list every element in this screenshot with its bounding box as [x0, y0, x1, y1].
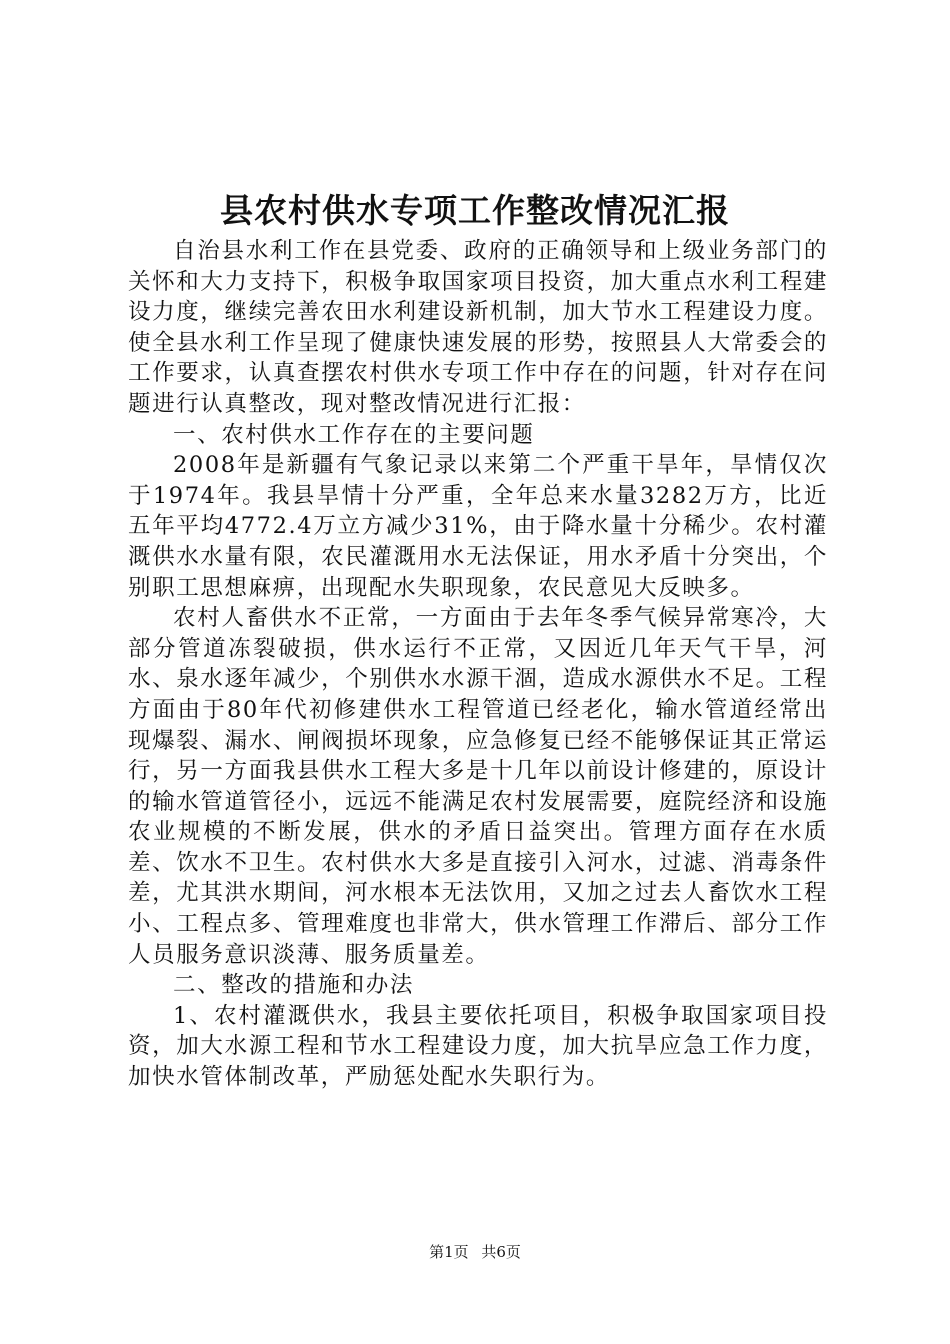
body-paragraph: 2008年是新疆有气象记录以来第二个严重干旱年，旱情仅次于1974年。我县旱情十分严重，全年总来水量3282万方，比近五年平均4772.4万立方减少31%，由于降水量十分稀少。农村灌溉供水水量有限，农民灌溉用水无法保证，用水矛盾十分突出，个别职工思想麻痹，出现配水失职现象，农民意见大反映多。	[128, 452, 828, 601]
body-paragraph: 1、农村灌溉供水，我县主要依托项目，积极争取国家项目投资，加大水源工程和节水工程建设力度，加大抗旱应急工作力度，加快水管体制改革，严励惩处配水失职行为。	[128, 1002, 828, 1091]
page-footer	[0, 1241, 950, 1262]
body-paragraph: 农村人畜供水不正常，一方面由于去年冬季气候异常寒冷，大部分管道冻裂破损，供水运行不正常，又因近几年天气干旱，河水、泉水逐年减少，个别供水水源干涸，造成水源供水不足。工程方面由于80年代初修建供水工程管道已经老化，输水管道经常出现爆裂、漏水、闸阀损坏现象，应急修复已经不能够保证其正常运行，另一方面我县供水工程大多是十几年以前设计修建的，原设计的输水管道管径小，远远不能满足农村发展需要，庭院经济和设施农业规模的不断发展，供水的矛盾日益突出。管理方面存在水质差、饮水不卫生。农村供水大多是直接引入河水，过滤、消毒条件差，尤其洪水期间，河水根本无法饮用，又加之过去人畜饮水工程小、工程点多、管理难度也非常大，供水管理工作滞后、部分工作人员服务意识淡薄、服务质量差。	[128, 605, 828, 968]
document-body	[128, 236, 828, 1093]
section-heading-2: 二、整改的措施和办法	[173, 972, 415, 999]
document-title: 县农村供水专项工作整改情况汇报	[220, 191, 730, 230]
page-number: 第1页	[429, 1243, 469, 1261]
intro-paragraph: 自治县水利工作在县党委、政府的正确领导和上级业务部门的关怀和大力支持下，积极争取国家项目投资，加大重点水利工程建设力度，继续完善农田水利建设新机制，加大节水工程建设力度。使全县水利工作呈现了健康快速发展的形势，按照县人大常委会的工作要求，认真查摆农村供水专项工作中存在的问题，针对存在问题进行认真整改，现对整改情况进行汇报：	[128, 238, 828, 417]
section-heading-1: 一、农村供水工作存在的主要问题	[173, 421, 535, 448]
page-total: 共6页	[481, 1243, 521, 1261]
